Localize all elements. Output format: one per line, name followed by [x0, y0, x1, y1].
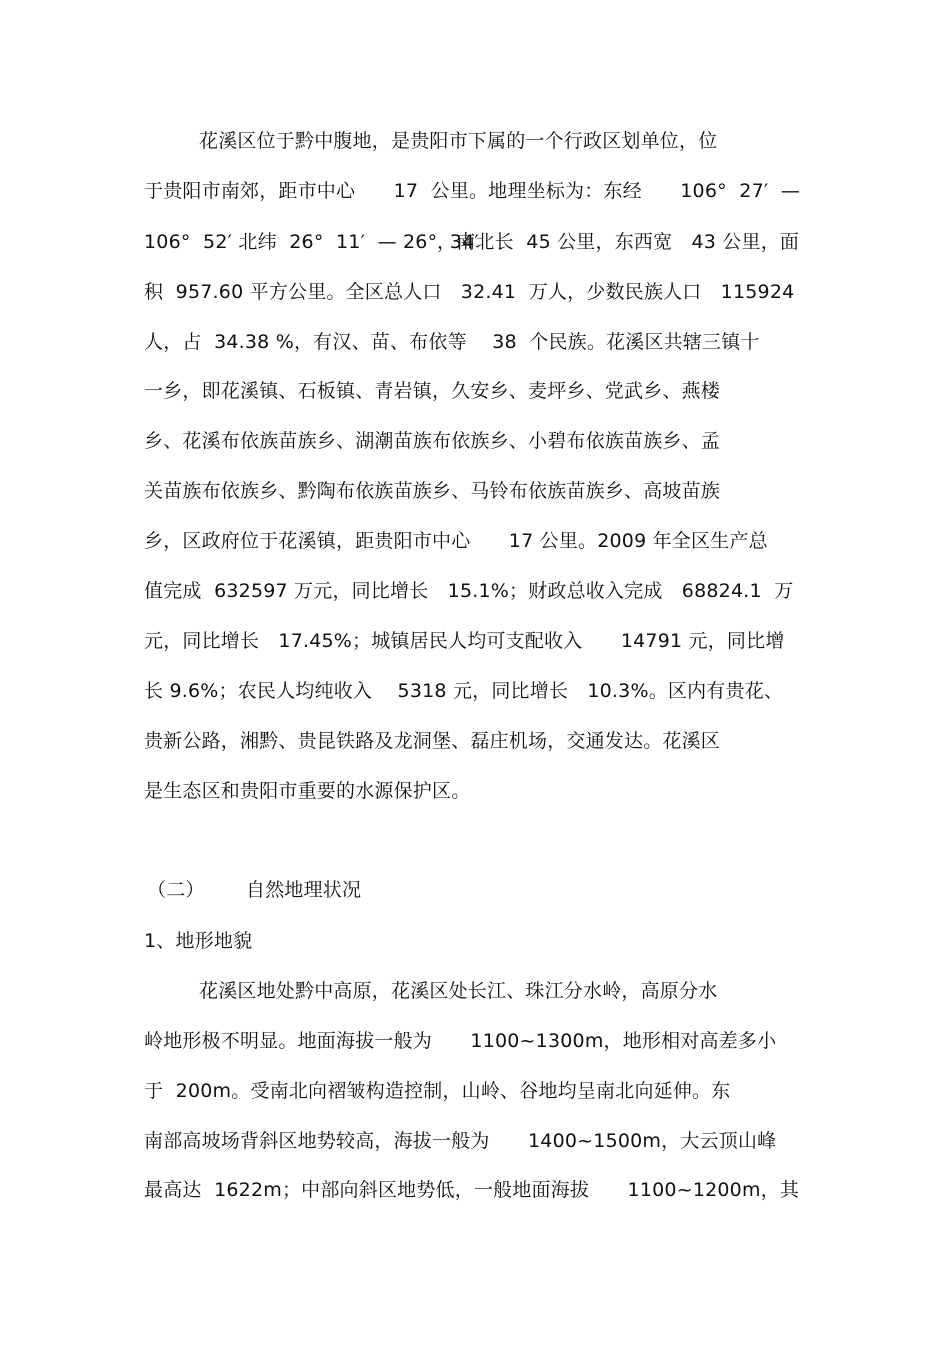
paragraph-1-line-1: 花溪区位于黔中腹地，是贵阳市下属的一个行政区划单位，位 [199, 130, 718, 152]
paragraph-1-line-2: 于贵阳市南郊，距市中心 17 公里。地理坐标为：东经 106° 27′ — [144, 180, 801, 202]
paragraph-1-line-11: 元，同比增长 17.45%；城镇居民人均可支配收入 14791 元，同比增 [144, 630, 785, 652]
paragraph-1-line-4: 积 957.60 平方公里。全区总人口 32.41 万人，少数民族人口 115924 [144, 281, 795, 303]
paragraph-1-line-8: 关苗族布依族乡、黔陶布依族苗族乡、马铃布依族苗族乡、高坡苗族 [144, 480, 721, 502]
paragraph-1-line-3-overlap: ，南北长 45 公里，东西宽 43 公里，面 [437, 231, 800, 253]
paragraph-1-line-7: 乡、花溪布依族苗族乡、湖潮苗族布依族乡、小碧布依族苗族乡、孟 [144, 430, 721, 452]
paragraph-1-line-13: 贵新公路，湘黔、贵昆铁路及龙洞堡、磊庄机场，交通发达。花溪区 [144, 730, 721, 752]
paragraph-1-line-9: 乡，区政府位于花溪镇，距贵阳市中心 17 公里。2009 年全区生产总 [144, 530, 768, 552]
paragraph-2-line-5: 最高达 1622m；中部向斜区地势低，一般地面海拔 1100~1200m，其 [144, 1179, 800, 1201]
paragraph-1-line-5: 人，占 34.38 %，有汉、苗、布依等 38 个民族。花溪区共辖三镇十 [144, 331, 760, 353]
section-title: 自然地理状况 [246, 879, 362, 901]
paragraph-1-line-14: 是生态区和贵阳市重要的水源保护区。 [144, 780, 471, 802]
paragraph-2-line-3: 于 200m。受南北向褶皱构造控制，山岭、谷地均呈南北向延伸。东 [144, 1080, 731, 1102]
paragraph-2-line-2: 岭地形极不明显。地面海拔一般为 1100~1300m，地形相对高差多小 [144, 1030, 777, 1052]
paragraph-2-line-4: 南部高坡场背斜区地势较高，海拔一般为 1400~1500m，大云顶山峰 [144, 1130, 777, 1152]
paragraph-1-line-6: 一乡，即花溪镇、石板镇、青岩镇，久安乡、麦坪乡、党武乡、燕楼 [144, 380, 721, 402]
paragraph-1-line-3: 106° 52′ 北纬 26° 11′ — 26° 34′ [144, 231, 479, 253]
paragraph-1-line-12: 长 9.6%；农民人均纯收入 5318 元，同比增长 10.3%。区内有贵花、 [144, 680, 784, 702]
paragraph-2-line-1: 花溪区地处黔中高原，花溪区处长江、珠江分水岭，高原分水 [199, 980, 718, 1002]
paragraph-1-line-10: 值完成 632597 万元，同比增长 15.1%；财政总收入完成 68824.1 万 [144, 580, 794, 602]
section-number: （二） [147, 879, 205, 901]
subsection-title: 1、地形地貌 [144, 930, 253, 952]
